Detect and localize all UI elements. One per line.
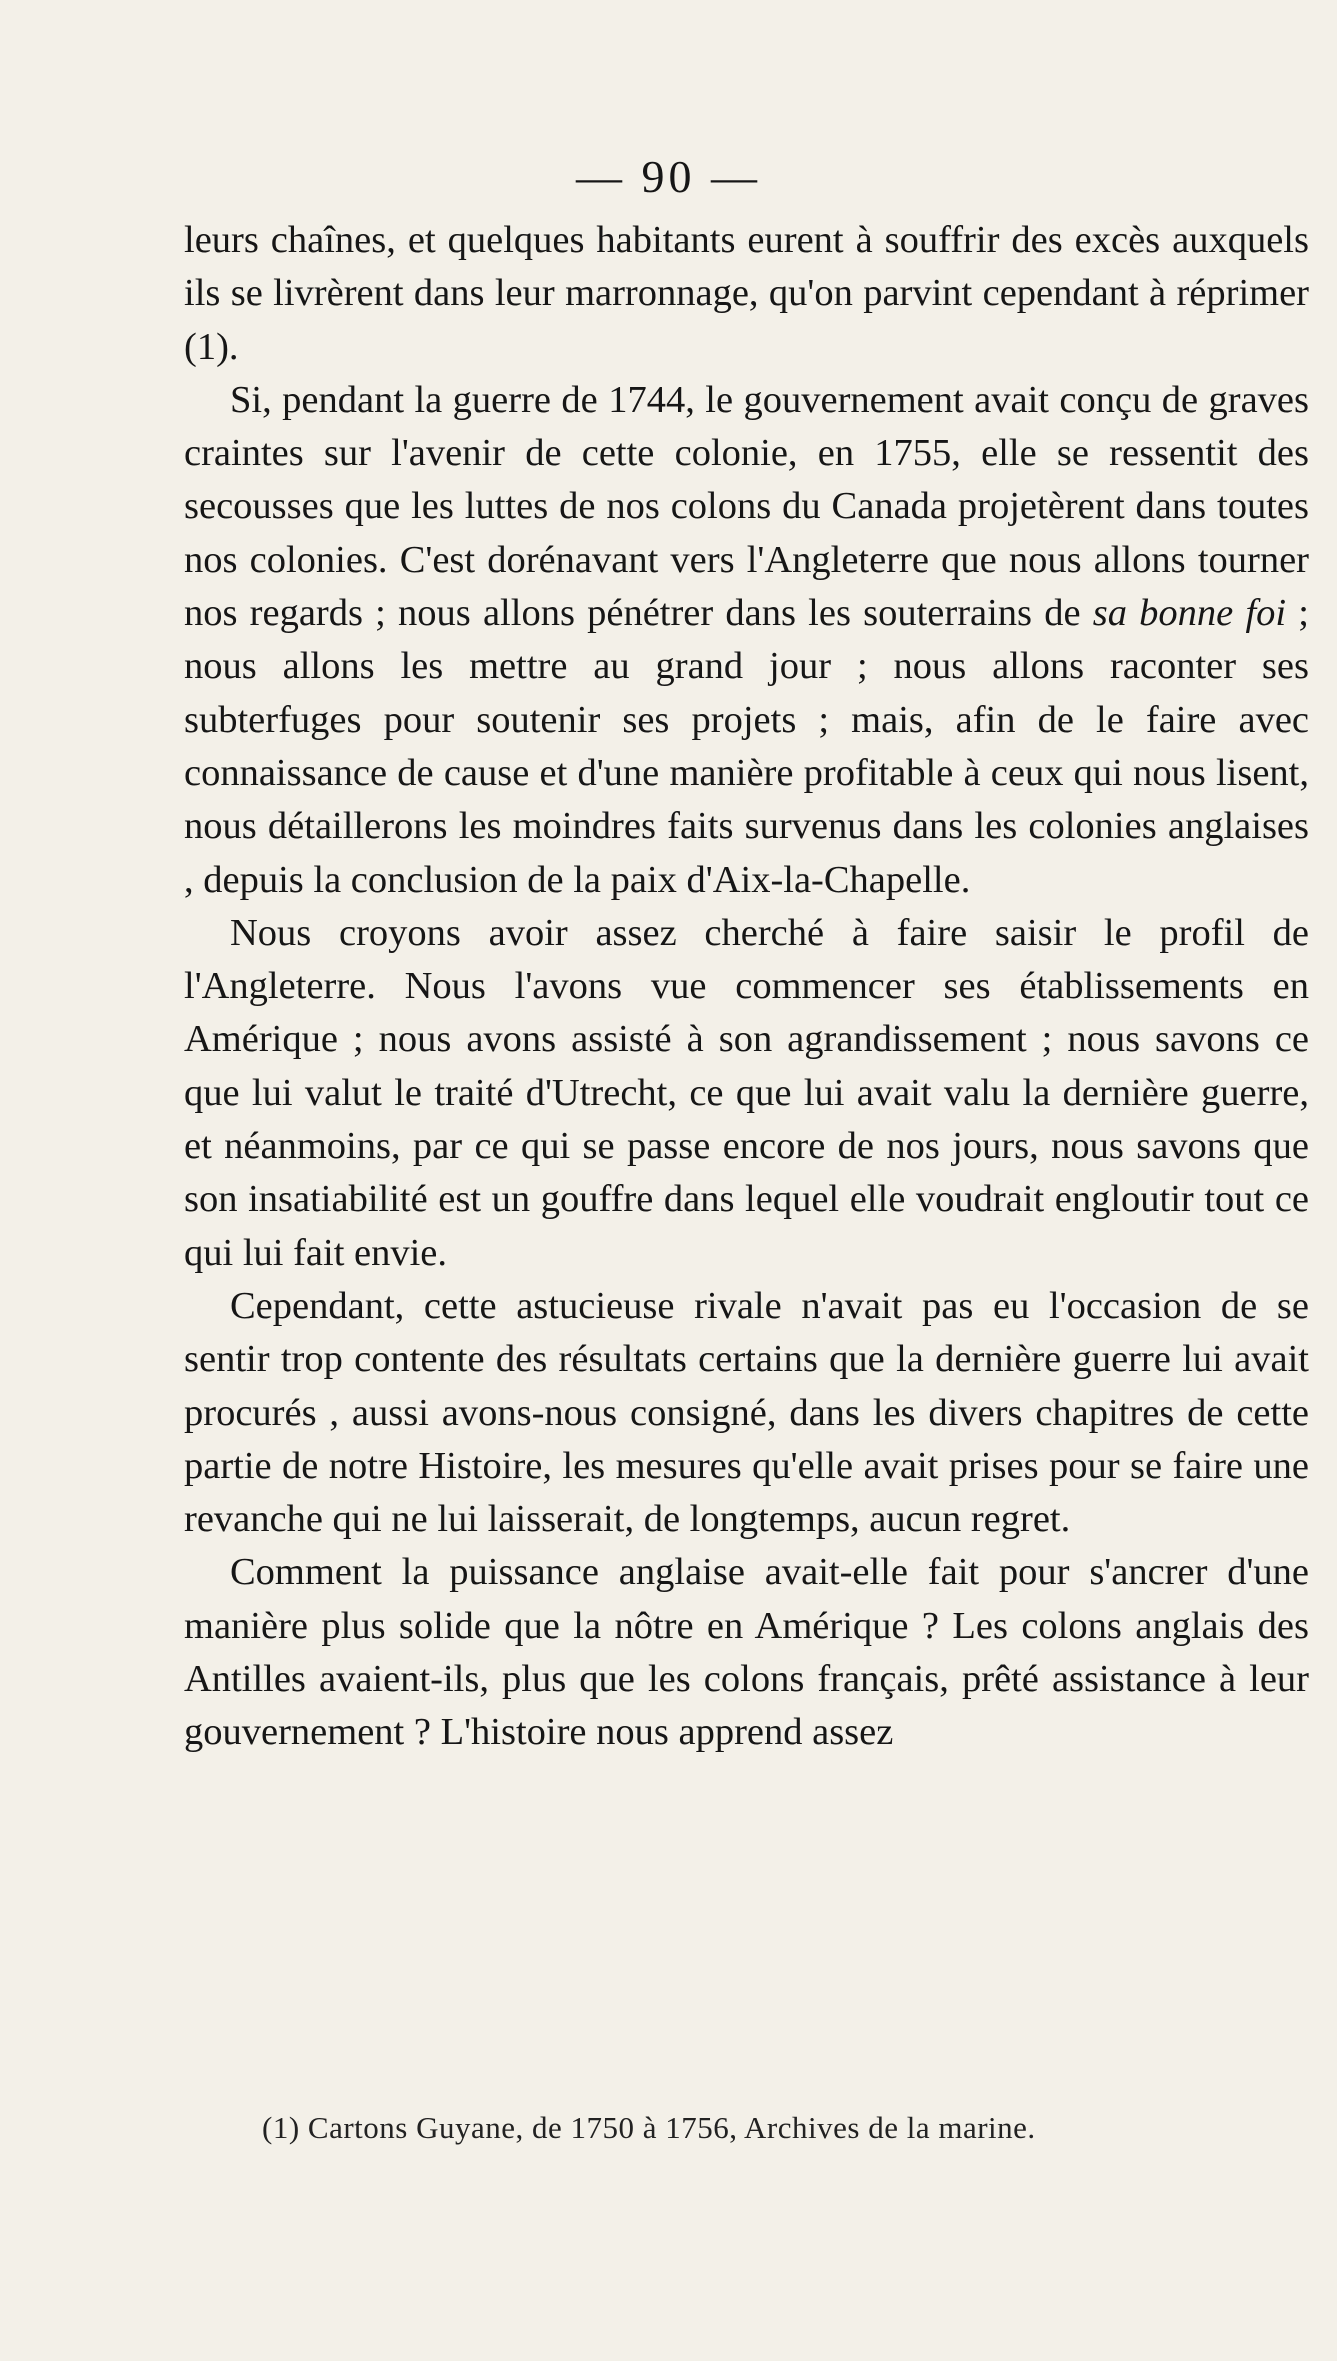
page-number: — 90 —: [576, 151, 761, 202]
paragraph-2: [184, 374, 1309, 907]
paragraph-2-part-1: Si, pendant la guerre de 1744, le gouvernement avait conçu de graves craintes sur l'avenir de cette colonie, en 1755, elle se ressentit des secousses que les luttes de nos colons du Canada projetèrent dans toutes nos colonies. C'est dorénavant vers l'Angleterre que nous allons tourner nos regards ; nous allons pénétrer dans les souterrains de: [184, 378, 1309, 635]
paragraph-5: Comment la puissance anglaise avait-elle fait pour s'ancrer d'une manière plus solide que la nôtre en Amérique ? Les colons anglais des Antilles avaient-ils, plus que les colons français, prêté assistance à leur gouvernement ? L'histoire nous apprend assez: [184, 1551, 1309, 1754]
paragraph-1: leurs chaînes, et quelques habitants eurent à souffrir des excès auxquels ils se livrèrent dans leur marronnage, qu'on parvint cependant à réprimer (1).: [184, 219, 1309, 368]
paragraph-4: Cependant, cette astucieuse rivale n'avait pas eu l'occasion de se sentir trop contente des résultats certains que la dernière guerre lui avait procurés , aussi avons-nous consigné, dans les divers chapitres de cette partie de notre Histoire, les mesures qu'elle avait prises pour se faire une revanche qui ne lui laisserait, de longtemps, aucun regret.: [184, 1284, 1309, 1541]
paragraph-2-part-3: ; nous allons les mettre au grand jour ; nous allons raconter ses subterfuges pour soutenir ses projets ; mais, afin de le faire avec connaissance de cause et d'une manière profitable à ceux qui nous lisent, nous détaillerons les moindres faits survenus dans les colonies anglaises , depuis la conclusion de la paix d'Aix-la-Chapelle.: [184, 592, 1309, 901]
footnote: (1) Cartons Guyane, de 1750 à 1756, Archives de la marine.: [262, 2110, 1036, 2145]
body-text: [184, 214, 1309, 1760]
paragraph-2-italic-phrase: sa bonne foi: [1092, 592, 1287, 635]
paragraph-3: Nous croyons avoir assez cherché à faire saisir le profil de l'Angleterre. Nous l'avons vue commencer ses établissements en Amérique ; nous avons assisté à son agrandissement ; nous savons ce que lui valut le traité d'Utrecht, ce que lui avait valu la dernière guerre, et néanmoins, par ce qui se passe encore de nos jours, nous savons que son insatiabilité est un gouffre dans lequel elle voudrait engloutir tout ce qui lui fait envie.: [184, 911, 1309, 1274]
